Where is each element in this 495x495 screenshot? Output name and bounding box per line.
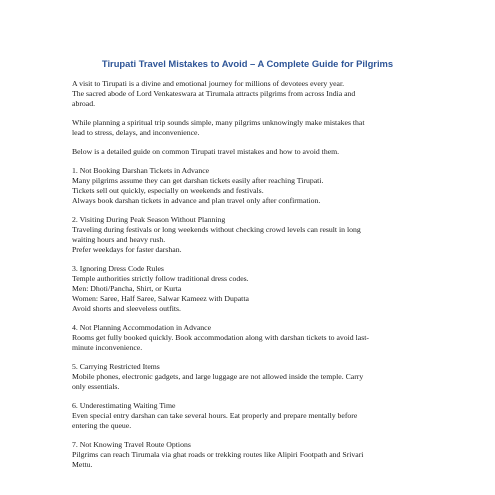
paragraph <box>72 166 432 206</box>
text-line: 1. Not Booking Darshan Tickets in Advance <box>72 166 210 175</box>
text-line: Temple authorities strictly follow traditional dress codes. <box>72 274 249 283</box>
text-line: 7. Not Knowing Travel Route Options <box>72 440 191 449</box>
paragraph <box>72 147 432 157</box>
text-line: Women: Saree, Half Saree, Salwar Kameez with Dupatta <box>72 294 249 303</box>
paragraph <box>72 440 432 470</box>
text-line: A visit to Tirupati is a divine and emotional journey for millions of devotees every year. <box>72 79 345 88</box>
text-line: lead to stress, delays, and inconvenience. <box>72 128 200 137</box>
paragraph <box>72 264 432 314</box>
text-line: Even special entry darshan can take several hours. Eat properly and prepare mentally before <box>72 411 358 420</box>
paragraph <box>72 118 432 138</box>
paragraph <box>72 362 432 392</box>
paragraph <box>72 401 432 431</box>
text-line: 6. Underestimating Waiting Time <box>72 401 176 410</box>
text-line: waiting hours and heavy rush. <box>72 235 166 244</box>
paragraph <box>72 323 432 353</box>
text-line: 3. Ignoring Dress Code Rules <box>72 264 164 273</box>
text-line: 2. Visiting During Peak Season Without Planning <box>72 215 226 224</box>
text-line: 5. Carrying Restricted Items <box>72 362 160 371</box>
text-line: Many pilgrims assume they can get darshan tickets easily after reaching Tirupati. <box>72 176 324 185</box>
text-line: Traveling during festivals or long weekends without checking crowd levels can result in long <box>72 225 361 234</box>
text-line: Below is a detailed guide on common Tirupati travel mistakes and how to avoid them. <box>72 147 340 156</box>
text-line: minute inconvenience. <box>72 343 143 352</box>
text-line: While planning a spiritual trip sounds simple, many pilgrims unknowingly make mistakes that <box>72 118 365 127</box>
text-line: Mobile phones, electronic gadgets, and large luggage are not allowed inside the temple. Carry <box>72 372 364 381</box>
text-line: Avoid shorts and sleeveless outfits. <box>72 304 181 313</box>
document-body <box>72 79 432 479</box>
text-line: The sacred abode of Lord Venkateswara at Tirumala attracts pilgrims from across India and <box>72 89 356 98</box>
text-line: Rooms get fully booked quickly. Book accommodation along with darshan tickets to avoid last- <box>72 333 369 342</box>
text-line: Pilgrims can reach Tirumala via ghat roads or trekking routes like Alipiri Footpath and Srivari <box>72 450 364 459</box>
text-line: Men: Dhoti/Pancha, Shirt, or Kurta <box>72 284 182 293</box>
paragraph <box>72 215 432 255</box>
text-line: abroad. <box>72 99 96 108</box>
paragraph <box>72 79 432 109</box>
text-line: Mettu. <box>72 460 93 469</box>
text-line: only essentials. <box>72 382 120 391</box>
text-line: Prefer weekdays for faster darshan. <box>72 245 182 254</box>
document-title: Tirupati Travel Mistakes to Avoid – A Complete Guide for Pilgrims <box>101 58 394 69</box>
text-line: Tickets sell out quickly, especially on weekends and festivals. <box>72 186 264 195</box>
text-line: entering the queue. <box>72 421 132 430</box>
text-line: Always book darshan tickets in advance and plan travel only after confirmation. <box>72 196 321 205</box>
text-line: 4. Not Planning Accommodation in Advance <box>72 323 212 332</box>
